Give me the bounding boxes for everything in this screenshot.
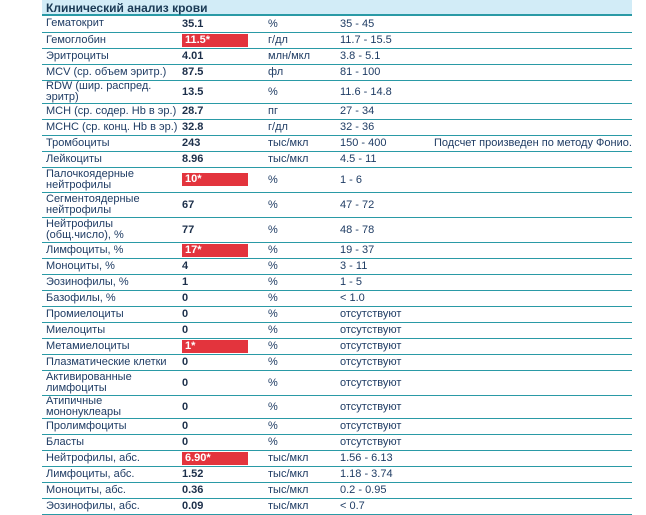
test-name: Метамиелоциты bbox=[42, 338, 178, 354]
result-cell bbox=[178, 322, 264, 338]
table-row bbox=[42, 466, 632, 482]
unit: тыс/мкл bbox=[264, 482, 336, 498]
report-page bbox=[14, 0, 632, 512]
result-value: 0.09 bbox=[182, 500, 204, 512]
note bbox=[430, 64, 632, 80]
reference-range: отсутствуют bbox=[336, 370, 430, 395]
reference-range: 27 - 34 bbox=[336, 103, 430, 119]
table-row bbox=[42, 338, 632, 354]
reference-range: отсутствуют bbox=[336, 306, 430, 322]
table-row bbox=[42, 482, 632, 498]
test-name: Эритроциты bbox=[42, 48, 178, 64]
table-row bbox=[42, 167, 632, 192]
table-row bbox=[42, 274, 632, 290]
result-cell bbox=[178, 338, 264, 354]
table-row bbox=[42, 290, 632, 306]
result-value: 35.1 bbox=[182, 17, 204, 30]
result-cell bbox=[178, 32, 264, 48]
table-row bbox=[42, 192, 632, 217]
result-cell bbox=[178, 80, 264, 103]
result-value: 28.7 bbox=[182, 105, 204, 117]
reference-range: 0.2 - 0.95 bbox=[336, 482, 430, 498]
note bbox=[430, 80, 632, 103]
reference-range: отсутствуют bbox=[336, 395, 430, 418]
reference-range: 11.7 - 15.5 bbox=[336, 32, 430, 48]
reference-range: 1 - 6 bbox=[336, 167, 430, 192]
result-cell bbox=[178, 16, 264, 32]
result-cell bbox=[178, 450, 264, 466]
test-name: MCV (ср. объем эритр.) bbox=[42, 64, 178, 80]
note bbox=[430, 103, 632, 119]
result-cell bbox=[178, 258, 264, 274]
test-name: Базофилы, % bbox=[42, 290, 178, 306]
unit: % bbox=[264, 338, 336, 354]
result-cell bbox=[178, 48, 264, 64]
note bbox=[430, 48, 632, 64]
unit: пг bbox=[264, 103, 336, 119]
result-cell bbox=[178, 274, 264, 290]
note: Подсчет произведен по методу Фонио. bbox=[430, 135, 632, 151]
result-value: 77 bbox=[182, 223, 195, 236]
note bbox=[430, 32, 632, 48]
result-cell bbox=[178, 395, 264, 418]
reference-range: 3 - 11 bbox=[336, 258, 430, 274]
result-value: 4 bbox=[182, 260, 189, 272]
unit: % bbox=[264, 217, 336, 242]
unit: тыс/мкл bbox=[264, 450, 336, 466]
unit: % bbox=[264, 192, 336, 217]
unit: г/дл bbox=[264, 119, 336, 135]
note bbox=[430, 217, 632, 242]
unit: % bbox=[264, 354, 336, 370]
note bbox=[430, 434, 632, 450]
unit: % bbox=[264, 418, 336, 434]
reference-range: 4.5 - 11 bbox=[336, 151, 430, 167]
result-value: 0 bbox=[182, 308, 189, 320]
note bbox=[430, 306, 632, 322]
reference-range: 35 - 45 bbox=[336, 16, 430, 32]
reference-range: 1 - 5 bbox=[336, 274, 430, 290]
result-value-flagged: 10* bbox=[182, 173, 248, 186]
result-value-flagged: 11.5* bbox=[182, 34, 248, 47]
note bbox=[430, 242, 632, 258]
result-value: 13.5 bbox=[182, 85, 204, 98]
result-value: 0 bbox=[182, 400, 189, 413]
test-name: Эозинофилы, абс. bbox=[42, 498, 178, 514]
result-cell bbox=[178, 354, 264, 370]
table-row bbox=[42, 217, 632, 242]
result-cell bbox=[178, 466, 264, 482]
result-cell bbox=[178, 119, 264, 135]
reference-range: 11.6 - 14.8 bbox=[336, 80, 430, 103]
test-name: Тромбоциты bbox=[42, 135, 178, 151]
table-row bbox=[42, 258, 632, 274]
result-cell bbox=[178, 167, 264, 192]
result-value: 87.5 bbox=[182, 66, 204, 78]
result-value: 0 bbox=[182, 324, 189, 336]
test-name: Активированные лимфоциты bbox=[42, 370, 178, 395]
note bbox=[430, 338, 632, 354]
table-row bbox=[42, 48, 632, 64]
test-name: RDW (шир. распред. эритр) bbox=[42, 80, 178, 103]
result-value: 1.52 bbox=[182, 468, 204, 480]
reference-range: 47 - 72 bbox=[336, 192, 430, 217]
unit: фл bbox=[264, 64, 336, 80]
test-name: Пролимфоциты bbox=[42, 418, 178, 434]
reference-range: 1.56 - 6.13 bbox=[336, 450, 430, 466]
result-value-flagged: 1* bbox=[182, 340, 248, 353]
result-cell bbox=[178, 103, 264, 119]
reference-range: 150 - 400 bbox=[336, 135, 430, 151]
reference-range: 48 - 78 bbox=[336, 217, 430, 242]
table-row bbox=[42, 32, 632, 48]
reference-range: 81 - 100 bbox=[336, 64, 430, 80]
unit: % bbox=[264, 274, 336, 290]
test-name: Моноциты, абс. bbox=[42, 482, 178, 498]
table-row bbox=[42, 64, 632, 80]
unit: % bbox=[264, 322, 336, 338]
note bbox=[430, 482, 632, 498]
note bbox=[430, 498, 632, 514]
reference-range: 1.18 - 3.74 bbox=[336, 466, 430, 482]
result-cell bbox=[178, 290, 264, 306]
test-name: Лимфоциты, абс. bbox=[42, 466, 178, 482]
section-title: Клинический анализ крови bbox=[42, 0, 632, 16]
reference-range: отсутствуют bbox=[336, 418, 430, 434]
table-row bbox=[42, 242, 632, 258]
unit: % bbox=[264, 434, 336, 450]
note bbox=[430, 16, 632, 32]
reference-range: отсутствуют bbox=[336, 338, 430, 354]
reference-range: 3.8 - 5.1 bbox=[336, 48, 430, 64]
unit: % bbox=[264, 80, 336, 103]
unit: % bbox=[264, 395, 336, 418]
result-cell bbox=[178, 482, 264, 498]
reference-range: отсутствуют bbox=[336, 322, 430, 338]
result-cell bbox=[178, 306, 264, 322]
unit: % bbox=[264, 370, 336, 395]
result-cell bbox=[178, 242, 264, 258]
result-cell bbox=[178, 217, 264, 242]
test-name: Моноциты, % bbox=[42, 258, 178, 274]
test-name: Нейтрофилы, абс. bbox=[42, 450, 178, 466]
result-cell bbox=[178, 151, 264, 167]
result-value: 0 bbox=[182, 420, 189, 432]
note bbox=[430, 119, 632, 135]
unit: г/дл bbox=[264, 32, 336, 48]
table-row bbox=[42, 306, 632, 322]
test-name: Лейкоциты bbox=[42, 151, 178, 167]
reference-range: < 0.7 bbox=[336, 498, 430, 514]
table-row bbox=[42, 80, 632, 103]
test-name: Гемоглобин bbox=[42, 32, 178, 48]
table-row bbox=[42, 395, 632, 418]
test-name: Гематокрит bbox=[42, 16, 178, 32]
test-name: Промиелоциты bbox=[42, 306, 178, 322]
result-value-flagged: 6.90* bbox=[182, 452, 248, 465]
results-table bbox=[42, 16, 632, 515]
test-name: Бласты bbox=[42, 434, 178, 450]
table-row bbox=[42, 322, 632, 338]
reference-range: отсутствуют bbox=[336, 434, 430, 450]
unit: тыс/мкл bbox=[264, 498, 336, 514]
result-value: 243 bbox=[182, 137, 201, 149]
result-value: 67 bbox=[182, 198, 195, 211]
note bbox=[430, 370, 632, 395]
note bbox=[430, 151, 632, 167]
reference-range: < 1.0 bbox=[336, 290, 430, 306]
result-cell bbox=[178, 418, 264, 434]
test-name: MCHC (ср. конц. Hb в эр.) bbox=[42, 119, 178, 135]
result-value: 0 bbox=[182, 292, 189, 304]
result-value: 32.8 bbox=[182, 121, 204, 133]
table-row bbox=[42, 370, 632, 395]
table-row bbox=[42, 434, 632, 450]
note bbox=[430, 167, 632, 192]
note bbox=[430, 274, 632, 290]
test-name: Лимфоциты, % bbox=[42, 242, 178, 258]
unit: тыс/мкл bbox=[264, 135, 336, 151]
result-cell bbox=[178, 370, 264, 395]
reference-range: 19 - 37 bbox=[336, 242, 430, 258]
table-row bbox=[42, 103, 632, 119]
unit: млн/мкл bbox=[264, 48, 336, 64]
test-name: Атипичные мононуклеары bbox=[42, 395, 178, 418]
unit: % bbox=[264, 16, 336, 32]
table-row bbox=[42, 119, 632, 135]
result-cell bbox=[178, 192, 264, 217]
result-cell bbox=[178, 135, 264, 151]
table-row bbox=[42, 450, 632, 466]
unit: % bbox=[264, 306, 336, 322]
test-name: Миелоциты bbox=[42, 322, 178, 338]
note bbox=[430, 466, 632, 482]
result-value: 0 bbox=[182, 436, 189, 448]
note bbox=[430, 418, 632, 434]
result-value: 1 bbox=[182, 276, 189, 288]
result-value: 0 bbox=[182, 356, 189, 368]
result-value: 8.96 bbox=[182, 153, 204, 165]
result-cell bbox=[178, 498, 264, 514]
result-cell bbox=[178, 64, 264, 80]
unit: тыс/мкл bbox=[264, 151, 336, 167]
note bbox=[430, 192, 632, 217]
test-name: Плазматические клетки bbox=[42, 354, 178, 370]
note bbox=[430, 395, 632, 418]
test-name: Палочкоядерные нейтрофилы bbox=[42, 167, 178, 192]
note bbox=[430, 450, 632, 466]
unit: тыс/мкл bbox=[264, 466, 336, 482]
note bbox=[430, 258, 632, 274]
unit: % bbox=[264, 167, 336, 192]
result-value: 0.36 bbox=[182, 484, 204, 496]
unit: % bbox=[264, 242, 336, 258]
result-value: 4.01 bbox=[182, 50, 204, 62]
note bbox=[430, 322, 632, 338]
reference-range: 32 - 36 bbox=[336, 119, 430, 135]
result-value-flagged: 17* bbox=[182, 244, 248, 257]
table-row bbox=[42, 418, 632, 434]
test-name: Сегментоядерные нейтрофилы bbox=[42, 192, 178, 217]
unit: % bbox=[264, 258, 336, 274]
note bbox=[430, 354, 632, 370]
table-row bbox=[42, 16, 632, 32]
table-row bbox=[42, 354, 632, 370]
result-cell bbox=[178, 434, 264, 450]
unit: % bbox=[264, 290, 336, 306]
note bbox=[430, 290, 632, 306]
result-value: 0 bbox=[182, 376, 189, 389]
test-name: Эозинофилы, % bbox=[42, 274, 178, 290]
reference-range: отсутствуют bbox=[336, 354, 430, 370]
table-row bbox=[42, 498, 632, 514]
test-name: Нейтрофилы (общ.число), % bbox=[42, 217, 178, 242]
table-row bbox=[42, 151, 632, 167]
test-name: MCH (ср. содер. Hb в эр.) bbox=[42, 103, 178, 119]
table-row bbox=[42, 135, 632, 151]
